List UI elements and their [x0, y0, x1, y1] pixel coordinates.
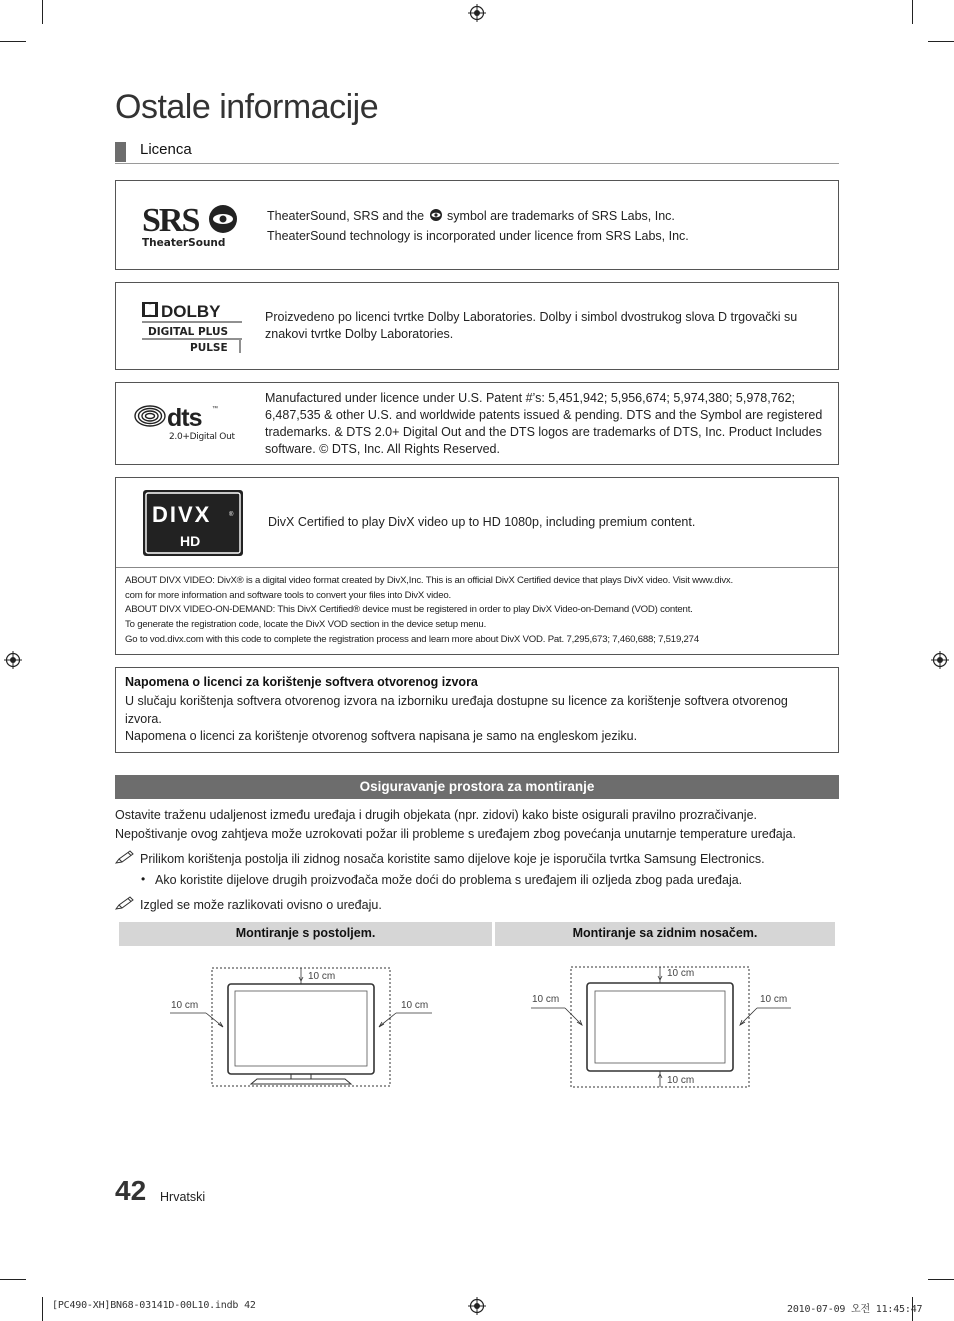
- srs-logo: [140, 201, 244, 249]
- crop-mark: [42, 1297, 43, 1321]
- crop-mark: [42, 0, 43, 24]
- srs-license-box: [115, 180, 839, 270]
- divx-about-line: ABOUT DIVX VIDEO: DivX® is a digital video format created by DivX,Inc. This is an official DivX Certified device that plays DivX video. Visit www.divx.: [125, 575, 733, 586]
- srs-license-text: [267, 206, 827, 246]
- dts-license-box: [115, 382, 839, 465]
- section-heading: [115, 140, 839, 164]
- dolby-logo: [141, 300, 243, 354]
- open-source-line: Napomena o licenci za korištenje otvorenog softvera napisana je samo na engleskom jeziku.: [125, 729, 638, 744]
- divx-about-line: To generate the registration code, locate the DivX VOD section in the device setup menu.: [125, 619, 487, 631]
- mounting-paragraph: Ostavite traženu udaljenost između uređaja i drugih objekata (npr. zidovi) kako biste osigurali pravilno prozračivanje.: [115, 808, 758, 822]
- svg-text:dts: dts: [167, 404, 202, 432]
- divx-about-line: Go to vod.divx.com with this code to complete the registration process and learn more about DivX VOD. Pat. 7,295,673; 7,460,688; 7,519,274: [125, 633, 699, 645]
- divx-license-box: [115, 477, 839, 655]
- section-title: Licenca: [140, 141, 192, 158]
- note-pencil-icon: [115, 896, 135, 910]
- svg-text:DIVX: DIVX: [152, 502, 212, 527]
- crop-mark: [912, 0, 913, 24]
- divx-about-line: ABOUT DIVX VIDEO-ON-DEMAND: This DivX Certified® device must be registered in order to play DivX Video-on-Demand (VOD) content.: [125, 604, 693, 616]
- svg-text:HD: HD: [180, 533, 201, 549]
- divx-about-line: com for more information and software tools to convert your files into DivX video.: [125, 589, 451, 601]
- divx-hd-logo: [143, 490, 243, 556]
- mounting-heading: Osiguravanje prostora za montiranje: [115, 775, 839, 799]
- svg-text:PULSE: PULSE: [190, 342, 228, 354]
- open-source-line: U slučaju korištenja softvera otvorenog izvora na izborniku uređaja dostupne su licence za korištenje softvera otvorenog izvora.: [125, 694, 788, 726]
- crop-mark: [928, 41, 954, 42]
- mounting-note: Prilikom korištenja postolja ili zidnog nosača koristite samo dijelove koje je isporučila tvrtka Samsung Electronics.: [140, 852, 765, 866]
- stand-mount-header: Montiranje s postoljem.: [119, 922, 492, 946]
- crop-mark: [928, 1279, 954, 1280]
- page-language: Hrvatski: [160, 1190, 206, 1204]
- dim-label-top: 10 cm: [667, 968, 695, 979]
- divider: [116, 567, 838, 568]
- svg-text:2.0+Digital Out: 2.0+Digital Out: [169, 432, 235, 442]
- crop-mark: [0, 1279, 26, 1280]
- divx-about-text: [125, 574, 831, 648]
- svg-text:TheaterSound: TheaterSound: [142, 237, 226, 249]
- note-pencil-icon: [115, 850, 135, 864]
- print-timestamp: 2010-07-09 오전 11:45:47: [787, 1304, 923, 1315]
- wall-mount-header: Montiranje sa zidnim nosačem.: [495, 922, 835, 946]
- section-marker: [115, 142, 126, 162]
- registration-mark-icon: [468, 1297, 486, 1315]
- dim-label-top: 10 cm: [308, 971, 336, 982]
- open-source-notice-box: [115, 667, 839, 753]
- stand-mount-diagram: [165, 962, 440, 1092]
- registration-mark-icon: [4, 651, 22, 669]
- dim-label-left: 10 cm: [171, 1000, 199, 1011]
- srs-line-2: TheaterSound technology is incorporated under licence from SRS Labs, Inc.: [267, 229, 689, 243]
- svg-text:SRS: SRS: [142, 202, 199, 239]
- dim-label-left: 10 cm: [532, 994, 560, 1005]
- svg-text:®: ®: [229, 512, 234, 518]
- print-file-info: [PC490-XH]BN68-03141D-00L10.indb 42: [52, 1300, 256, 1311]
- registration-mark-icon: [931, 651, 949, 669]
- srs-symbol-icon: [428, 209, 444, 221]
- mounting-paragraph: Nepoštivanje ovog zahtjeva može uzrokovati požar ili probleme s uređajem zbog povećanja unutarnje temperature uređaja.: [115, 827, 796, 841]
- divx-license-text: DivX Certified to play DivX video up to HD 1080p, including premium content.: [268, 515, 696, 529]
- open-source-title: Napomena o licenci za korištenje softvera otvorenog izvora: [125, 675, 478, 689]
- mounting-bullet-text: Ako koristite dijelove drugih proizvođača može doći do problema s uređajem ili ozljeda zbog pada uređaja.: [155, 873, 743, 887]
- dim-label-right: 10 cm: [760, 994, 788, 1005]
- srs-line-1: TheaterSound, SRS and the symbol are trademarks of SRS Labs, Inc.: [267, 209, 675, 223]
- wall-mount-diagram: [525, 962, 800, 1092]
- open-source-body: [125, 693, 825, 746]
- svg-text:DIGITAL PLUS: DIGITAL PLUS: [148, 326, 229, 338]
- bullet-icon: •: [141, 872, 146, 886]
- registration-mark-icon: [468, 4, 486, 22]
- dolby-license-box: [115, 282, 839, 370]
- dts-logo: [134, 401, 240, 445]
- svg-text:DOLBY: DOLBY: [161, 302, 221, 321]
- svg-text:™: ™: [212, 406, 218, 412]
- page-number: 42: [115, 1175, 147, 1206]
- dolby-license-text: Proizvedeno po licenci tvrtke Dolby Laboratories. Dolby i simbol dvostrukog slova D trgovački su znakovi tvrtke Dolby Laboratories.: [265, 310, 798, 341]
- crop-mark: [0, 41, 26, 42]
- page-title: Ostale informacije: [115, 88, 379, 126]
- dim-label-bottom: 10 cm: [667, 1075, 695, 1086]
- dts-license-text: Manufactured under licence under U.S. Patent #’s: 5,451,942; 5,956,674; 5,974,380; 5,978,762; 6,487,535 & other U.S. and worldwide patents issued & pending. DTS and the Symbol are registered trademarks. & DTS 2.0+ Digital Out and the DTS logos are trademarks of DTS, Inc. Product Includes software. © DTS, Inc. All Rights Reserved.: [265, 391, 823, 456]
- dim-label-right: 10 cm: [401, 1000, 429, 1011]
- mounting-note: Izgled se može razlikovati ovisno o uređaju.: [140, 898, 382, 912]
